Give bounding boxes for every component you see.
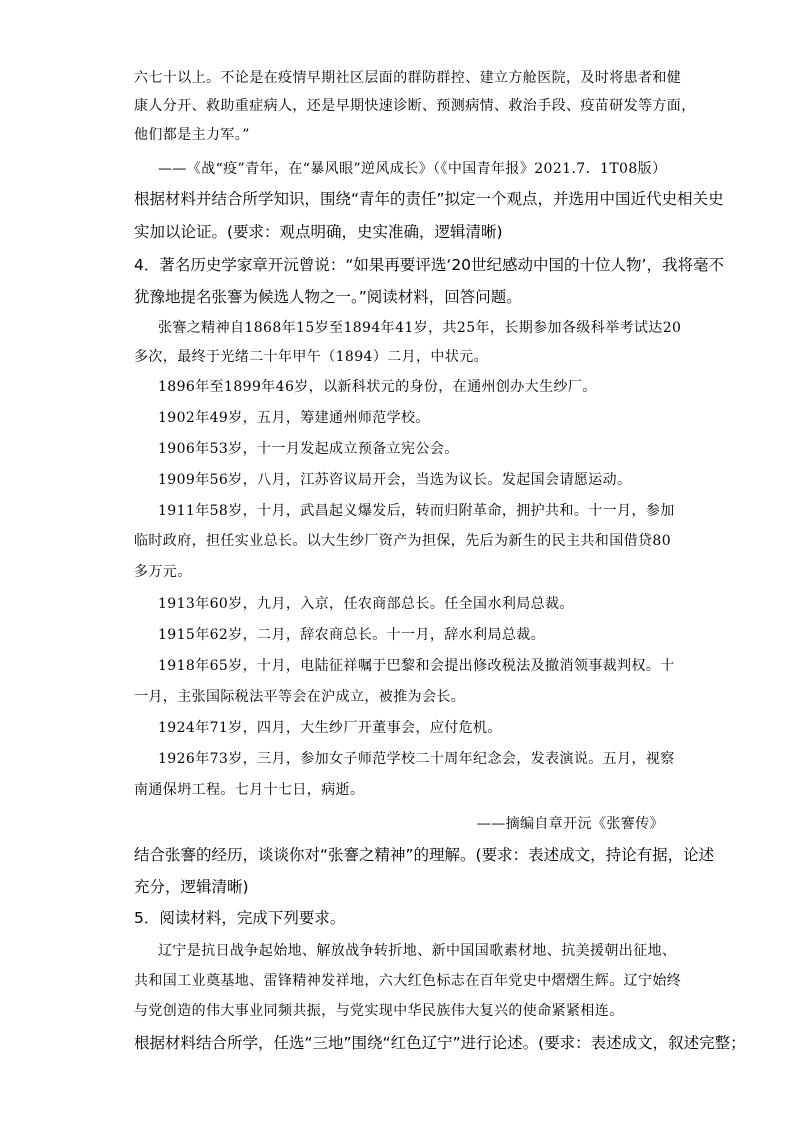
quote-line: 康人分开、救助重症病人，还是早期快速诊断、预测病情、救治手段、疫苗研发等方面，: [134, 98, 696, 114]
material-line: 与党创造的伟大事业同频共振，与党实现中华民族伟大复兴的使命紧紧相连。: [134, 1003, 624, 1019]
question-4-heading: 4．著名历史学家章开沅曾说：“如果再要评选‘20世纪感动中国的十位人物’，我将毫不: [134, 256, 724, 274]
material-line: 1909年56岁，八月，江苏咨议局开会，当选为议长。发起国会请愿运动。: [158, 472, 632, 488]
question-text: 结合张謇的经历，谈谈你对“张謇之精神”的理解。(要求：表述成文，持论有据，论述: [134, 846, 715, 864]
question-text: 根据材料并结合所学知识，围绕“青年的责任”拟定一个观点，并选用中国近代史相关史: [134, 190, 724, 208]
material-line: 1906年53岁，十一月发起成立预备立宪公会。: [158, 441, 459, 457]
question-4-heading: 犹豫地提名张謇为候选人物之一。”阅读材料，回答问题。: [134, 288, 522, 306]
material-line: 1915年62岁，二月，辞农商总长。十一月，辞水利局总裁。: [158, 627, 546, 643]
material-line: 辽宁是抗日战争起始地、解放战争转折地、新中国国歌素材地、抗美援朝出征地、: [158, 943, 677, 959]
material-line: 多万元。: [134, 564, 192, 580]
material-line: 多次，最终于光绪二十年甲午（1894）二月，中状元。: [134, 349, 489, 365]
quote-line: 六七十以上。不论是在疫情早期社区层面的群防群控、建立方舱医院，及时将患者和健: [134, 70, 682, 86]
source-attribution: ——《战“疫”青年，在“暴风眼”逆风成长》（《中国青年报》2021.7．1T08版）: [158, 161, 667, 177]
material-line: 1926年73岁，三月，参加女子师范学校二十周年纪念会，发表演说。五月，视察: [158, 751, 675, 767]
material-line: 1911年58岁，十月，武昌起义爆发后，转而归附革命，拥护共和。十一月，参加: [158, 503, 675, 519]
material-line: 1896年至1899年46岁，以新科状元的身份，在通州创办大生纱厂。: [158, 379, 597, 395]
question-text: 实加以论证。(要求：观点明确，史实准确，逻辑清晰): [134, 223, 503, 241]
material-line: 1913年60岁，九月，入京，任农商部总长。任全国水利局总裁。: [158, 596, 574, 612]
material-line: 南通保坍工程。七月十七日，病逝。: [134, 782, 365, 798]
question-5-heading: 5．阅读材料，完成下列要求。: [134, 909, 346, 927]
material-line: 1918年65岁，十月，电陆征祥嘱于巴黎和会提出修改税法及撤消领事裁判权。十: [158, 658, 675, 674]
material-line: 共和国工业奠基地、雷锋精神发祥地，六大红色标志在百年党史中熠熠生辉。辽宁始终: [134, 973, 682, 989]
material-line: 张謇之精神自1868年15岁至1894年41岁，共25年，长期参加各级科举考试达20: [158, 320, 682, 336]
quote-line: 他们都是主力军。”: [134, 127, 250, 143]
question-text: 根据材料结合所学，任选“三地”围绕“红色辽宁”进行论述。(要求：表述成文，叙述完整；: [134, 1034, 746, 1052]
material-line: 临时政府，担任实业总长。以大生纱厂资产为担保，先后为新生的民主共和国借贷80: [134, 533, 672, 549]
material-line: 1924年71岁，四月，大生纱厂开董事会，应付危机。: [158, 720, 502, 736]
source-attribution: ——摘编自章开沅《张謇传》: [476, 816, 664, 832]
material-line: 一月，主张国际税法平等会在沪成立，被推为会长。: [134, 689, 466, 705]
material-line: 1902年49岁，五月，筹建通州师范学校。: [158, 410, 430, 426]
question-text: 充分，逻辑清晰): [134, 878, 249, 896]
